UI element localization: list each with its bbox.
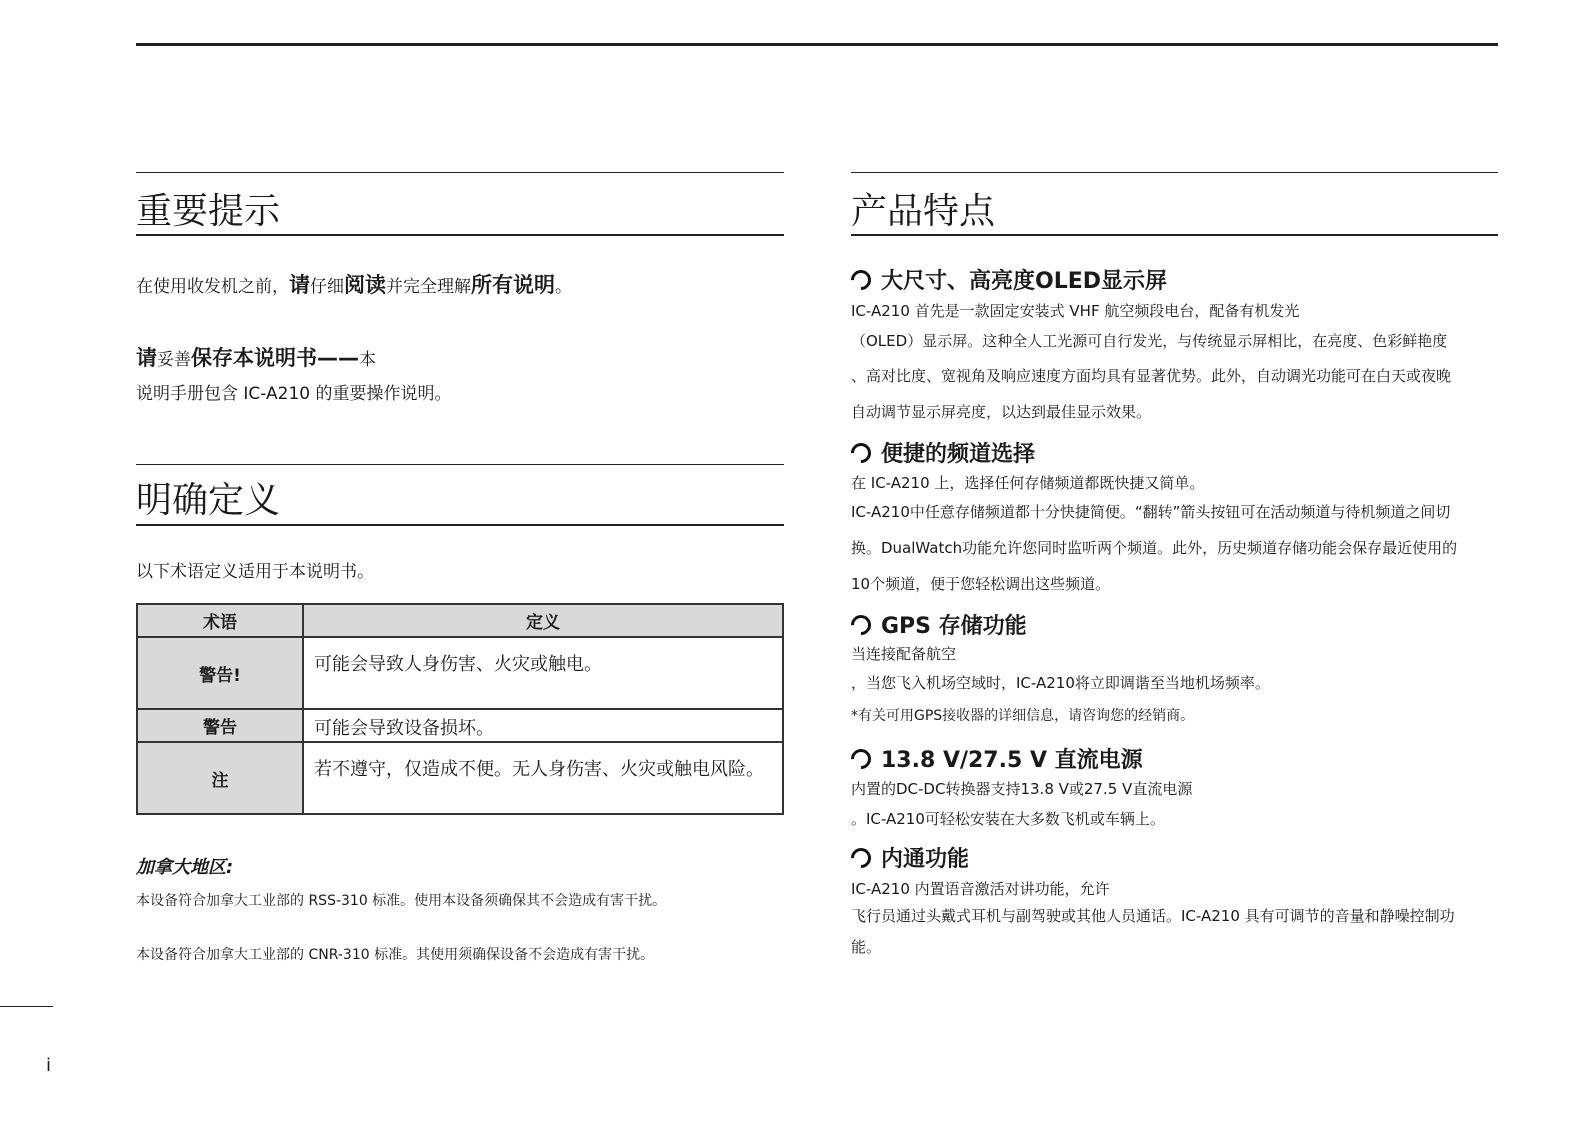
section-title-definitions: 明确定义 xyxy=(136,480,281,521)
definitions-intro: 以下术语定义适用于本说明书。 xyxy=(136,562,374,582)
important-paragraph-2: 请妥善保存本说明书——本 xyxy=(136,346,376,370)
important-paragraph-1: 在使用收发机之前，请仔细阅读并完全理解所有说明。 xyxy=(136,273,572,297)
section-title-features: 产品特点 xyxy=(851,191,996,232)
feature-heading-dc-power: 13.8 V/27.5 V 直流电源 xyxy=(851,749,1143,773)
bullet-circle-icon xyxy=(847,611,875,639)
table-header-definition: 定义 xyxy=(303,604,783,637)
feature-text-line: *有关可用GPS接收器的详细信息，请咨询您的经销商。 xyxy=(851,708,1195,724)
table-cell-term: 警告! xyxy=(137,637,303,709)
canada-line-1: 本设备符合加拿大工业部的 RSS-310 标准。使用本设备须确保其不会造成有害干扰。 xyxy=(136,893,667,909)
feature-text-line: 在 IC-A210 上，选择任何存储频道都既快捷又简单。 xyxy=(851,474,1205,492)
section1-bottom-rule xyxy=(136,234,784,236)
feature-text-line: 飞行员通过头戴式耳机与副驾驶或其他人员通话。IC-A210 具有可调节的音量和静噪控制功 xyxy=(851,907,1455,925)
section-title-important: 重要提示 xyxy=(136,191,281,232)
feature-text-line: 。IC-A210可轻松安装在大多数飞机或车辆上。 xyxy=(851,810,1165,828)
feature-text-line: 自动调节显示屏亮度，以达到最佳显示效果。 xyxy=(851,403,1152,421)
feature-heading-channel: 便捷的频道选择 xyxy=(851,443,1035,467)
definitions-table xyxy=(136,603,784,815)
bullet-circle-icon xyxy=(847,439,875,467)
feature-text-line: 10个频道，便于您轻松调出这些频道。 xyxy=(851,575,1111,593)
table-header-term: 术语 xyxy=(137,604,303,637)
feature-text-line: IC-A210 内置语音激活对讲功能，允许 xyxy=(851,880,1110,898)
features-top-rule xyxy=(851,172,1498,173)
table-cell-definition: 可能会导致人身伤害、火灾或触电。 xyxy=(303,637,783,709)
feature-text-line: ，当您飞入机场空域时，IC-A210将立即调谐至当地机场频率。 xyxy=(851,674,1270,692)
footer-rule xyxy=(0,1006,53,1007)
feature-heading-gps: GPS 存储功能 xyxy=(851,615,1027,639)
table-row xyxy=(137,742,783,814)
feature-text-line: 能。 xyxy=(851,938,882,956)
feature-text-line: IC-A210 首先是一款固定安装式 VHF 航空频段电台，配备有机发光 xyxy=(851,302,1300,320)
feature-text-line: IC-A210中任意存储频道都十分快捷简便。“翻转”箭头按钮可在活动频道与待机频道之间切 xyxy=(851,503,1451,521)
table-cell-term: 警告 xyxy=(137,709,303,742)
section1-top-rule xyxy=(136,172,784,173)
bullet-circle-icon xyxy=(847,844,875,872)
section2-top-rule xyxy=(136,464,784,465)
important-paragraph-3: 说明手册包含 IC-A210 的重要操作说明。 xyxy=(136,384,452,404)
top-rule xyxy=(136,43,1498,46)
bullet-circle-icon xyxy=(847,266,875,294)
table-cell-definition: 若不遵守，仅造成不便。无人身伤害、火灾或触电风险。 xyxy=(303,742,783,814)
feature-heading-intercom: 内通功能 xyxy=(851,848,969,872)
table-cell-definition: 可能会导致设备损坏。 xyxy=(303,709,783,742)
section2-bottom-rule xyxy=(136,524,784,526)
table-cell-term: 注 xyxy=(137,742,303,814)
canada-heading: 加拿大地区: xyxy=(136,857,234,878)
feature-text-line: 换。DualWatch功能允许您同时监听两个频道。此外，历史频道存储功能会保存最近使用的 xyxy=(851,539,1458,557)
feature-text-line: （OLED）显示屏。这种全人工光源可自行发光，与传统显示屏相比，在亮度、色彩鲜艳度 xyxy=(851,332,1448,350)
feature-heading-oled: 大尺寸、高亮度OLED显示屏 xyxy=(851,270,1167,294)
table-row xyxy=(137,637,783,709)
feature-text-line: 、高对比度、宽视角及响应速度方面均具有显著优势。此外，自动调光功能可在白天或夜晚 xyxy=(851,367,1452,385)
table-row xyxy=(137,709,783,742)
features-bottom-rule xyxy=(851,234,1498,236)
canada-line-2: 本设备符合加拿大工业部的 CNR-310 标准。其使用须确保设备不会造成有害干扰。 xyxy=(136,947,655,963)
page-number: i xyxy=(46,1055,52,1076)
bullet-circle-icon xyxy=(847,745,875,773)
feature-text-line: 内置的DC-DC转换器支持13.8 V或27.5 V直流电源 xyxy=(851,780,1193,798)
feature-text-line: 当连接配备航空 xyxy=(851,645,957,663)
